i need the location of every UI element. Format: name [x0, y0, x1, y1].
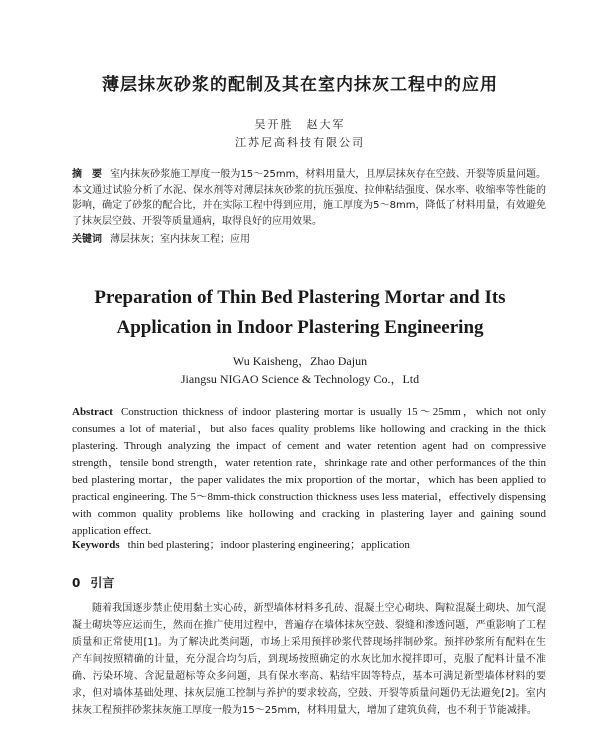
english-title-line-2: Application in Indoor Plastering Engineering	[116, 317, 484, 338]
chinese-keywords	[72, 232, 546, 247]
english-abstract	[72, 404, 546, 540]
english-affiliation: Jiangsu NIGAO Science & Technology Co.，Ltd	[180, 372, 420, 386]
chinese-keywords-label: 关键词	[72, 234, 102, 245]
english-keywords-text: thin bed plastering；indoor plastering engineering；application	[127, 539, 410, 551]
english-keywords	[72, 538, 546, 553]
chinese-abstract-label: 摘 要	[72, 169, 103, 180]
chinese-abstract-text: 室内抹灰砂浆施工厚度一般为15～25mm，材料用量大，且厚层抹灰存在空鼓、开裂等质量问题。本文通过试验分析了水泥、保水剂等对薄层抹灰砂浆的抗压强度、拉伸粘结强度、保水率、收缩率等性能的影响，确定了砂浆的配合比，并在实际工程中得到应用，施工厚度为5～8mm，降低了材料用量，有效避免了抹灰层空鼓、开裂等质量通病，取得良好的应用效果。	[72, 169, 546, 227]
english-title	[0, 283, 600, 343]
section-number: 0	[72, 576, 81, 590]
body-paragraph: 随着我国逐步禁止使用黏土实心砖，新型墙体材料多孔砖、混凝土空心砌块、陶粒混凝土砌块、加气混凝土砌块等应运而生，然而在推广使用过程中，普遍存在墙体抹灰空鼓、裂缝和渗透问题，严重影响了工程质量和正常使用[1]。为了解决此类问题，市场上采用预拌砂浆代替现场拌制砂浆。预拌砂浆所有配料在生产车间按照精确的计量，充分混合均匀后，到现场按照确定的水灰比加水搅拌即可，克服了配料计量不准确、污染环境、含泥量超标等众多问题，具有保水率高、粘结牢固等特点，基本可满足新型墙体材料的要求，但对墙体基础处理、抹灰层施工控制与养护的要求较高，空鼓、开裂等质量问题仍无法避免[2]。室内抹灰工程预拌砂浆抹灰施工厚度一般为15～25mm，材料用量大，增加了建筑负荷，也不利于节能减排。	[72, 603, 546, 716]
english-abstract-text: Construction thickness of indoor plastering mortar is usually 15～25mm，which not only consumes a lot of material，but also faces quality problems like hollowing and cracking in the thick plastering. Through analyzing the impact of cement and water retention agent had on compressive strength，tensile bond strength，water retention rate，shrinkage rate and other performances of the thin bed plastering mortar，the paper validates the mix proportion of the mortar，which has been applied to practical engineering. The 5～8mm-thick construction thickness uses less material，effectively dispensing with common quality problems like hollowing and cracking in plastering layer and gaining sound application effect.	[72, 406, 546, 537]
section-heading	[72, 574, 114, 591]
section-title: 引言	[90, 576, 115, 590]
english-title-line-1: Preparation of Thin Bed Plastering Mortar and Its	[94, 287, 506, 308]
chinese-title: 薄层抹灰砂浆的配制及其在室内抹灰工程中的应用	[102, 75, 498, 95]
english-authors: Wu Kaisheng，Zhao Dajun	[232, 354, 368, 368]
english-keywords-label: Keywords	[72, 539, 120, 551]
chinese-abstract	[72, 167, 546, 229]
english-abstract-label: Abstract	[72, 406, 113, 418]
chinese-affiliation: 江苏尼高科技有限公司	[235, 136, 365, 149]
chinese-keywords-text: 薄层抹灰；室内抹灰工程；应用	[110, 234, 250, 245]
chinese-authors: 吴开胜 赵大军	[254, 118, 346, 131]
